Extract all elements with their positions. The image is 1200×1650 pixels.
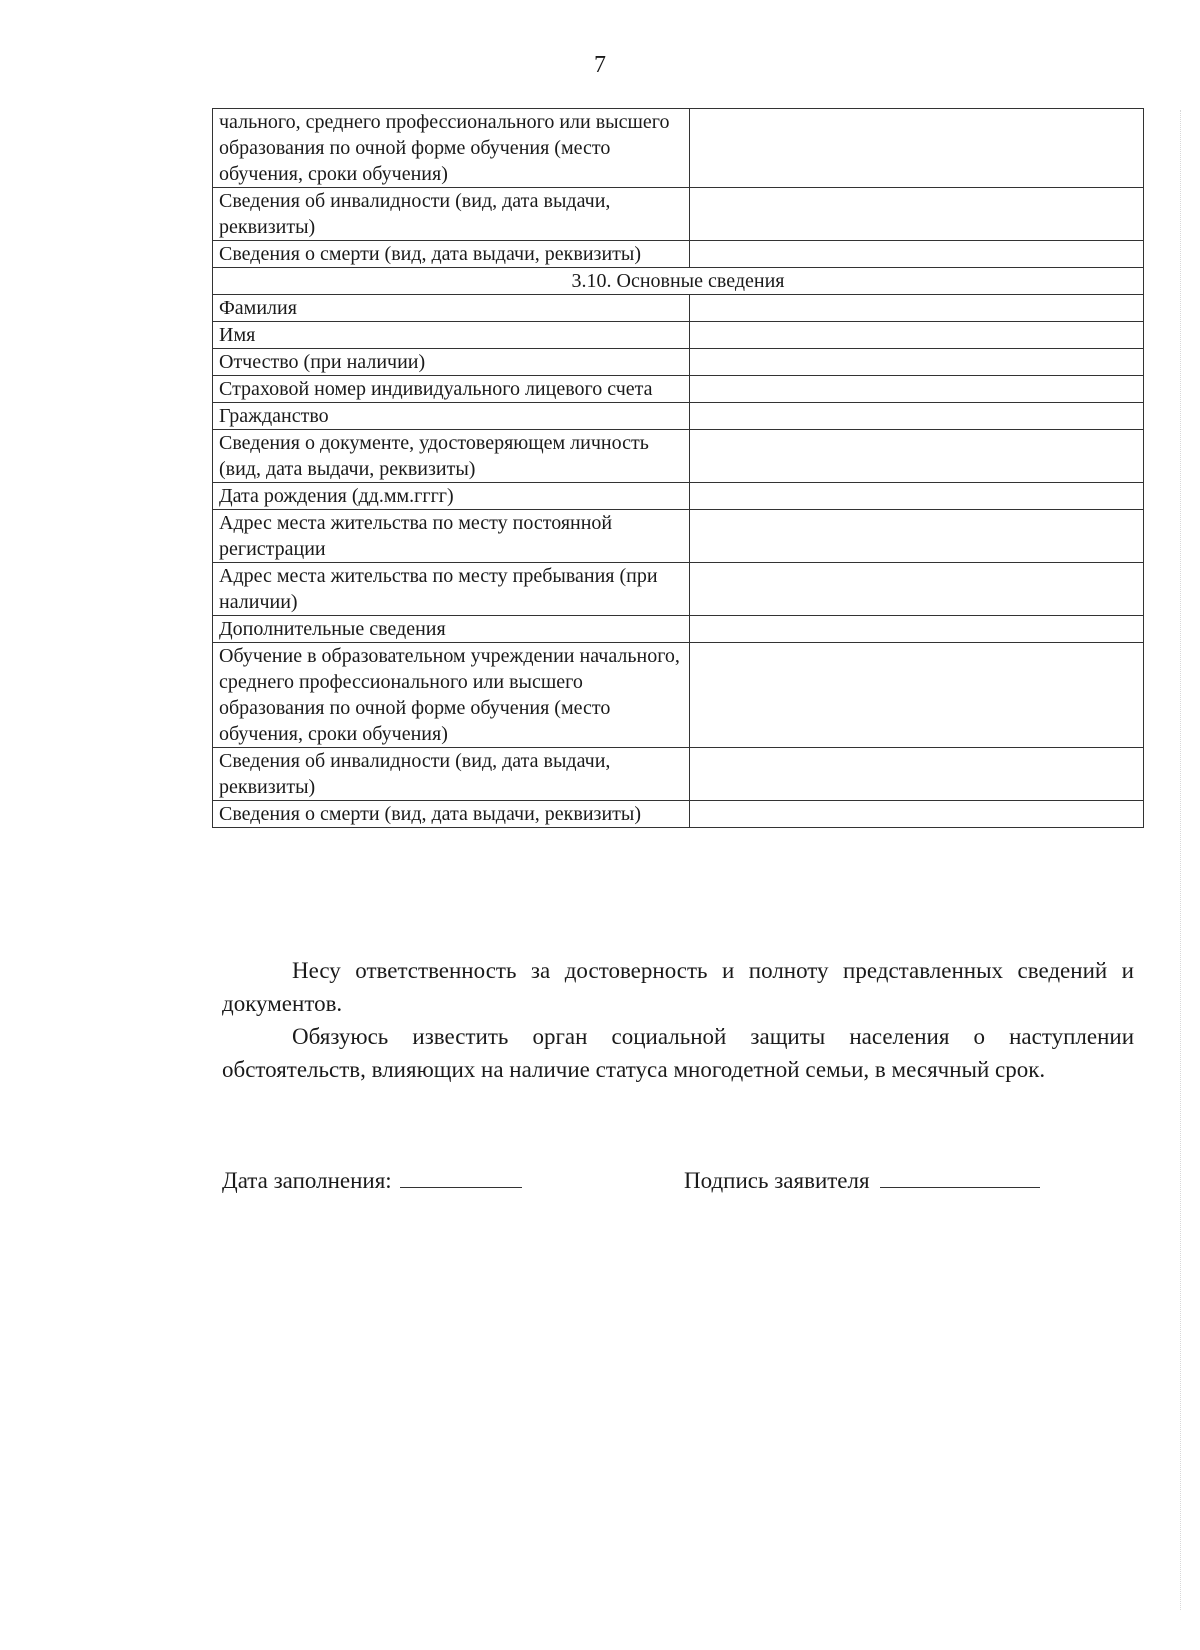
table-row — [213, 643, 1144, 748]
table-row — [213, 322, 1144, 349]
field-label: Адрес места жительства по месту пребывания (при наличии) — [213, 563, 690, 616]
field-value-cell[interactable] — [690, 109, 1144, 188]
scan-edge-artifact — [1180, 110, 1182, 1610]
field-value-cell[interactable] — [690, 349, 1144, 376]
field-label: Дата рождения (дд.мм.гггг) — [213, 483, 690, 510]
field-value-cell[interactable] — [690, 295, 1144, 322]
field-label: Сведения о смерти (вид, дата выдачи, реквизиты) — [213, 241, 690, 268]
table-row — [213, 510, 1144, 563]
table-row — [213, 349, 1144, 376]
date-blank-line[interactable] — [400, 1169, 522, 1188]
field-value-cell[interactable] — [690, 403, 1144, 430]
table-row — [213, 241, 1144, 268]
table-row — [213, 376, 1144, 403]
obligation-statement: Обязуюсь известить орган социальной защиты населения о наступлении обстоятельств, влияющих на наличие статуса многодетной семьи, в месячный срок. — [222, 1024, 1134, 1082]
table-row — [213, 403, 1144, 430]
page-number: 7 — [594, 52, 606, 78]
table-row — [213, 563, 1144, 616]
signature-blank-line[interactable] — [880, 1169, 1040, 1188]
signature-label: Подпись заявителя — [684, 1168, 870, 1193]
section-title: 3.10. Основные сведения — [213, 268, 1144, 295]
field-value-cell[interactable] — [690, 616, 1144, 643]
field-value-cell[interactable] — [690, 322, 1144, 349]
signature-footer — [222, 1168, 1134, 1208]
field-label: Сведения об инвалидности (вид, дата выдачи, реквизиты) — [213, 748, 690, 801]
table-row — [213, 616, 1144, 643]
signature-block — [684, 1168, 1040, 1194]
field-label: чального, среднего профессионального или высшего образования по очной форме обучения (место обучения, сроки обучения) — [213, 109, 690, 188]
field-label: Сведения о смерти (вид, дата выдачи, реквизиты) — [213, 801, 690, 828]
field-label: Адрес места жительства по месту постоянной регистрации — [213, 510, 690, 563]
date-block — [222, 1168, 522, 1194]
form-table — [212, 108, 1144, 828]
field-value-cell[interactable] — [690, 801, 1144, 828]
field-value-cell[interactable] — [690, 748, 1144, 801]
table-row — [213, 188, 1144, 241]
field-label: Фамилия — [213, 295, 690, 322]
table-row — [213, 430, 1144, 483]
field-label: Сведения о документе, удостоверяющем личность (вид, дата выдачи, реквизиты) — [213, 430, 690, 483]
field-value-cell[interactable] — [690, 563, 1144, 616]
field-value-cell[interactable] — [690, 241, 1144, 268]
field-label: Отчество (при наличии) — [213, 349, 690, 376]
field-value-cell[interactable] — [690, 430, 1144, 483]
field-label: Гражданство — [213, 403, 690, 430]
field-value-cell[interactable] — [690, 483, 1144, 510]
table-row — [213, 109, 1144, 188]
table-row — [213, 295, 1144, 322]
field-label: Обучение в образовательном учреждении начального, среднего профессионального или высшего образования по очной форме обучения (место обучения, сроки обучения) — [213, 643, 690, 748]
responsibility-statement: Несу ответственность за достоверность и полноту представленных сведений и документов. — [222, 958, 1134, 1016]
field-label: Дополнительные сведения — [213, 616, 690, 643]
section-header-row — [213, 268, 1144, 295]
field-label: Имя — [213, 322, 690, 349]
date-label: Дата заполнения: — [222, 1168, 392, 1193]
table-row — [213, 483, 1144, 510]
table-row — [213, 801, 1144, 828]
field-value-cell[interactable] — [690, 643, 1144, 748]
form-table-body — [213, 109, 1144, 828]
field-value-cell[interactable] — [690, 510, 1144, 563]
field-value-cell[interactable] — [690, 376, 1144, 403]
table-row — [213, 748, 1144, 801]
field-label: Страховой номер индивидуального лицевого счета — [213, 376, 690, 403]
field-label: Сведения об инвалидности (вид, дата выдачи, реквизиты) — [213, 188, 690, 241]
field-value-cell[interactable] — [690, 188, 1144, 241]
